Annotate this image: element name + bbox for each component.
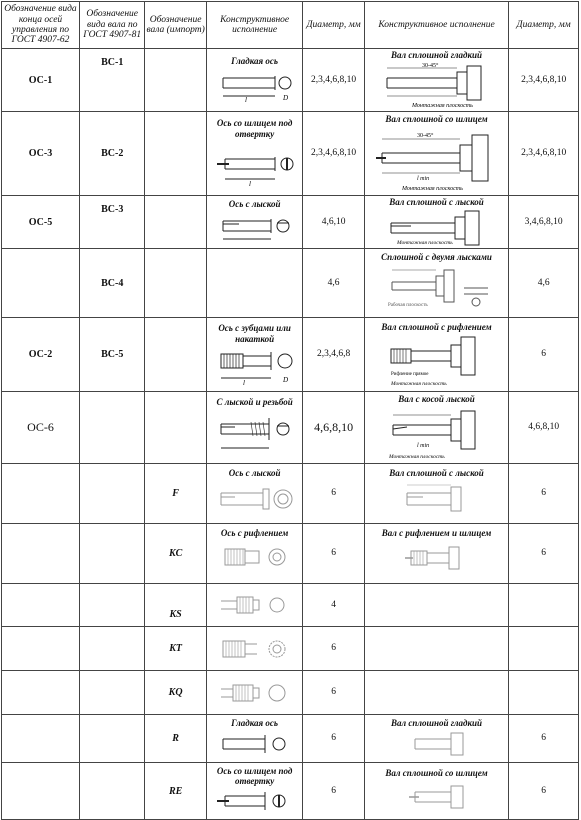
gost81-cell: ВС-1 (79, 49, 144, 112)
import-flatted-shaft-drawing (387, 479, 487, 519)
import-cell: KS (145, 584, 206, 627)
svg-text:Рабочая плоскость: Рабочая плоскость (387, 303, 428, 309)
axis-design-caption: Гладкая ось (231, 718, 279, 729)
axis-diameter-cell: 2,3,4,6,8,10 (303, 112, 364, 196)
shaft-design-cell (364, 715, 509, 763)
import-kt-axis-drawing (213, 633, 297, 665)
oblique-flat-shaft-drawing (377, 405, 497, 461)
shaft-diameter-cell (509, 584, 579, 627)
header-axis-design: Конструктивное исполнение (206, 2, 303, 49)
shaft-design-cell (364, 464, 509, 524)
smooth-axis-drawing (215, 66, 295, 104)
shaft-design-caption: Вал сплошной гладкий (390, 718, 483, 729)
svg-text:Монтажная плоскость: Монтажная плоскость (396, 240, 453, 247)
table-row (2, 763, 579, 820)
header-row (2, 2, 579, 49)
svg-text:Монтажная плоскость: Монтажная плоскость (388, 453, 445, 460)
axis-design-cell (206, 318, 303, 392)
svg-text:l min: l min (416, 175, 429, 182)
axis-design-caption: Ось со шлицем под отвертку (216, 118, 293, 139)
gost62-cell: ОС-2 (2, 318, 80, 392)
axis-diameter-cell: 4,6,10 (303, 196, 364, 249)
import-knurled-slotted-shaft-drawing (387, 539, 487, 579)
axis-diameter-cell: 6 (303, 627, 364, 671)
table-row (2, 627, 579, 671)
smooth-shaft-drawing (372, 60, 502, 110)
axis-diameter-cell: 2,3,4,6,8 (303, 318, 364, 392)
knurled-shaft-drawing (377, 333, 497, 387)
gost81-cell: ВС-5 (79, 318, 144, 392)
import-cell (145, 196, 206, 249)
gost81-cell (79, 671, 144, 715)
gost62-cell (2, 627, 80, 671)
table-row (2, 715, 579, 763)
axis-design-caption: С лыской и резьбой (216, 397, 293, 408)
slotted-axis-drawing (213, 139, 297, 189)
shaft-design-caption: Вал с рифлением и шлицем (381, 528, 492, 539)
shaft-design-cell (364, 196, 509, 249)
gost62-cell (2, 671, 80, 715)
axis-diameter-cell: 6 (303, 464, 364, 524)
gost62-cell (2, 464, 80, 524)
shaft-design-cell (364, 112, 509, 196)
gost81-cell: ВС-4 (79, 249, 144, 318)
axis-diameter-cell: 4,6 (303, 249, 364, 318)
shaft-diameter-cell: 6 (509, 524, 579, 584)
import-smooth-axis-drawing (213, 729, 297, 759)
shaft-design-caption: Вал сплошной со шлицем (385, 767, 488, 778)
import-smooth-shaft-drawing (387, 729, 487, 759)
shaft-design-cell (364, 584, 509, 627)
import-cell (145, 249, 206, 318)
header-shaft-design: Конструктивное исполнение (364, 2, 509, 49)
table-row (2, 524, 579, 584)
axis-design-caption: Ось со шлицем под отвертку (216, 765, 293, 786)
import-cell (145, 392, 206, 464)
header-axis-diameter: Диаметр, мм (303, 2, 364, 49)
axis-design-cell (206, 392, 303, 464)
axis-design-caption: Ось с лыской (228, 198, 281, 209)
import-flatted-axis-drawing (213, 479, 297, 519)
flat-threaded-axis-drawing (213, 408, 297, 458)
axis-design-caption: Ось с рифлением (220, 528, 289, 539)
shaft-design-cell (364, 627, 509, 671)
header-shaft-diameter: Диаметр, мм (509, 2, 579, 49)
axis-design-cell (206, 763, 303, 820)
gost81-cell (79, 464, 144, 524)
shaft-design-caption: Вал сплошной гладкий (390, 49, 483, 60)
shaft-design-cell (364, 524, 509, 584)
shaft-diameter-cell (509, 671, 579, 715)
axis-design-cell (206, 112, 303, 196)
shaft-diameter-cell: 6 (509, 464, 579, 524)
svg-text:D: D (282, 94, 288, 103)
table-row (2, 464, 579, 524)
import-cell (145, 112, 206, 196)
double-flat-shaft-drawing (372, 262, 502, 314)
axis-diameter-cell: 4 (303, 584, 364, 627)
svg-text:l: l (248, 179, 251, 188)
shaft-diameter-cell: 6 (509, 715, 579, 763)
svg-text:D: D (282, 375, 288, 384)
import-cell: KQ (145, 671, 206, 715)
import-cell: F (145, 464, 206, 524)
shaft-design-cell (364, 249, 509, 318)
svg-text:l: l (244, 96, 247, 105)
shaft-design-caption: Вал сплошной с лыской (389, 468, 484, 479)
gost62-cell (2, 584, 80, 627)
gost62-cell (2, 715, 80, 763)
shaft-diameter-cell: 6 (509, 318, 579, 392)
axis-design-cell (206, 249, 303, 318)
axis-design-caption: Ось с лыской (228, 468, 281, 479)
axis-design-cell (206, 49, 303, 112)
shaft-diameter-cell: 4,6,8,10 (509, 392, 579, 464)
gost81-cell (79, 392, 144, 464)
flatted-axis-drawing (215, 209, 295, 245)
table-row (2, 196, 579, 249)
axis-diameter-cell: 4,6,8,10 (303, 392, 364, 464)
shaft-design-cell (364, 671, 509, 715)
shaft-design-cell (364, 49, 509, 112)
shaft-diameter-cell: 3,4,6,8,10 (509, 196, 579, 249)
svg-text:30-45°: 30-45° (421, 63, 438, 70)
import-cell: RE (145, 763, 206, 820)
shaft-design-cell (364, 392, 509, 464)
shaft-design-caption: Вал сплошной с лыской (389, 196, 484, 207)
axis-design-cell (206, 524, 303, 584)
shaft-diameter-cell: 6 (509, 763, 579, 820)
header-gost-4907-81: Обозначение вида вала по ГОСТ 4907-81 (79, 2, 144, 49)
import-slotted-shaft-drawing (387, 778, 487, 814)
axis-design-cell (206, 196, 303, 249)
import-slotted-axis-drawing (213, 786, 297, 816)
gost81-cell (79, 627, 144, 671)
gost62-cell: ОС-3 (2, 112, 80, 196)
axis-design-cell (206, 671, 303, 715)
svg-text:30-45°: 30-45° (416, 132, 433, 139)
gost81-cell: ВС-2 (79, 112, 144, 196)
header-import: Обозначение вала (импорт) (145, 2, 206, 49)
import-cell: R (145, 715, 206, 763)
import-knurled-axis-drawing (213, 539, 297, 579)
flatted-shaft-drawing (377, 207, 497, 247)
gost81-cell (79, 524, 144, 584)
slotted-shaft-drawing (372, 125, 502, 193)
shaft-design-caption: Вал с косой лыской (398, 394, 475, 405)
shaft-design-cell (364, 318, 509, 392)
gost81-cell (79, 763, 144, 820)
axis-design-caption: Ось с зубцами или накаткой (218, 323, 291, 344)
axis-design-cell (206, 627, 303, 671)
svg-text:Монтажная плоскость: Монтажная плоскость (390, 380, 447, 387)
axis-diameter-cell: 6 (303, 671, 364, 715)
shaft-design-caption: Сплошной с двумя лысками (381, 251, 492, 262)
shaft-design-cell (364, 763, 509, 820)
gost81-cell (79, 584, 144, 627)
gost62-cell (2, 524, 80, 584)
gost62-cell: ОС-6 (2, 392, 80, 464)
svg-text:l min: l min (416, 442, 429, 449)
axis-design-cell (206, 464, 303, 524)
import-cell (145, 49, 206, 112)
axis-diameter-cell: 6 (303, 763, 364, 820)
table-row (2, 392, 579, 464)
axis-diameter-cell: 6 (303, 524, 364, 584)
shaft-design-caption: Вал сплошной с рифлением (381, 322, 492, 333)
axis-design-cell (206, 715, 303, 763)
gost81-cell: ВС-3 (79, 196, 144, 249)
knurled-axis-drawing (213, 344, 297, 386)
import-ks-axis-drawing (213, 589, 297, 621)
axis-design-caption: Гладкая ось (231, 55, 279, 66)
gost62-cell (2, 249, 80, 318)
gost81-cell (79, 715, 144, 763)
shaft-types-table (1, 1, 579, 820)
svg-text:Монтажная плоскость: Монтажная плоскость (411, 103, 473, 110)
table-row (2, 49, 579, 112)
svg-text:l: l (242, 378, 245, 386)
table-row (2, 318, 579, 392)
svg-text:Монтажная плоскость: Монтажная плоскость (401, 185, 463, 192)
table-row (2, 671, 579, 715)
shaft-diameter-cell: 4,6 (509, 249, 579, 318)
axis-diameter-cell: 2,3,4,6,8,10 (303, 49, 364, 112)
import-cell (145, 318, 206, 392)
shaft-design-caption: Вал сплошной со шлицем (385, 114, 488, 125)
shaft-diameter-cell: 2,3,4,6,8,10 (509, 49, 579, 112)
gost62-cell (2, 763, 80, 820)
axis-diameter-cell: 6 (303, 715, 364, 763)
svg-text:Рифление прямое: Рифление прямое (390, 371, 429, 377)
header-gost-4907-62: Обозначение вида конца осей управления по ГОСТ 4907-62 (2, 2, 80, 49)
axis-design-cell (206, 584, 303, 627)
import-cell: KC (145, 524, 206, 584)
table-row (2, 249, 579, 318)
table-row (2, 112, 579, 196)
gost62-cell: ОС-1 (2, 49, 80, 112)
import-kq-axis-drawing (213, 677, 297, 709)
table-row (2, 584, 579, 627)
shaft-diameter-cell (509, 627, 579, 671)
gost62-cell: ОС-5 (2, 196, 80, 249)
shaft-diameter-cell: 2,3,4,6,8,10 (509, 112, 579, 196)
import-cell: KT (145, 627, 206, 671)
